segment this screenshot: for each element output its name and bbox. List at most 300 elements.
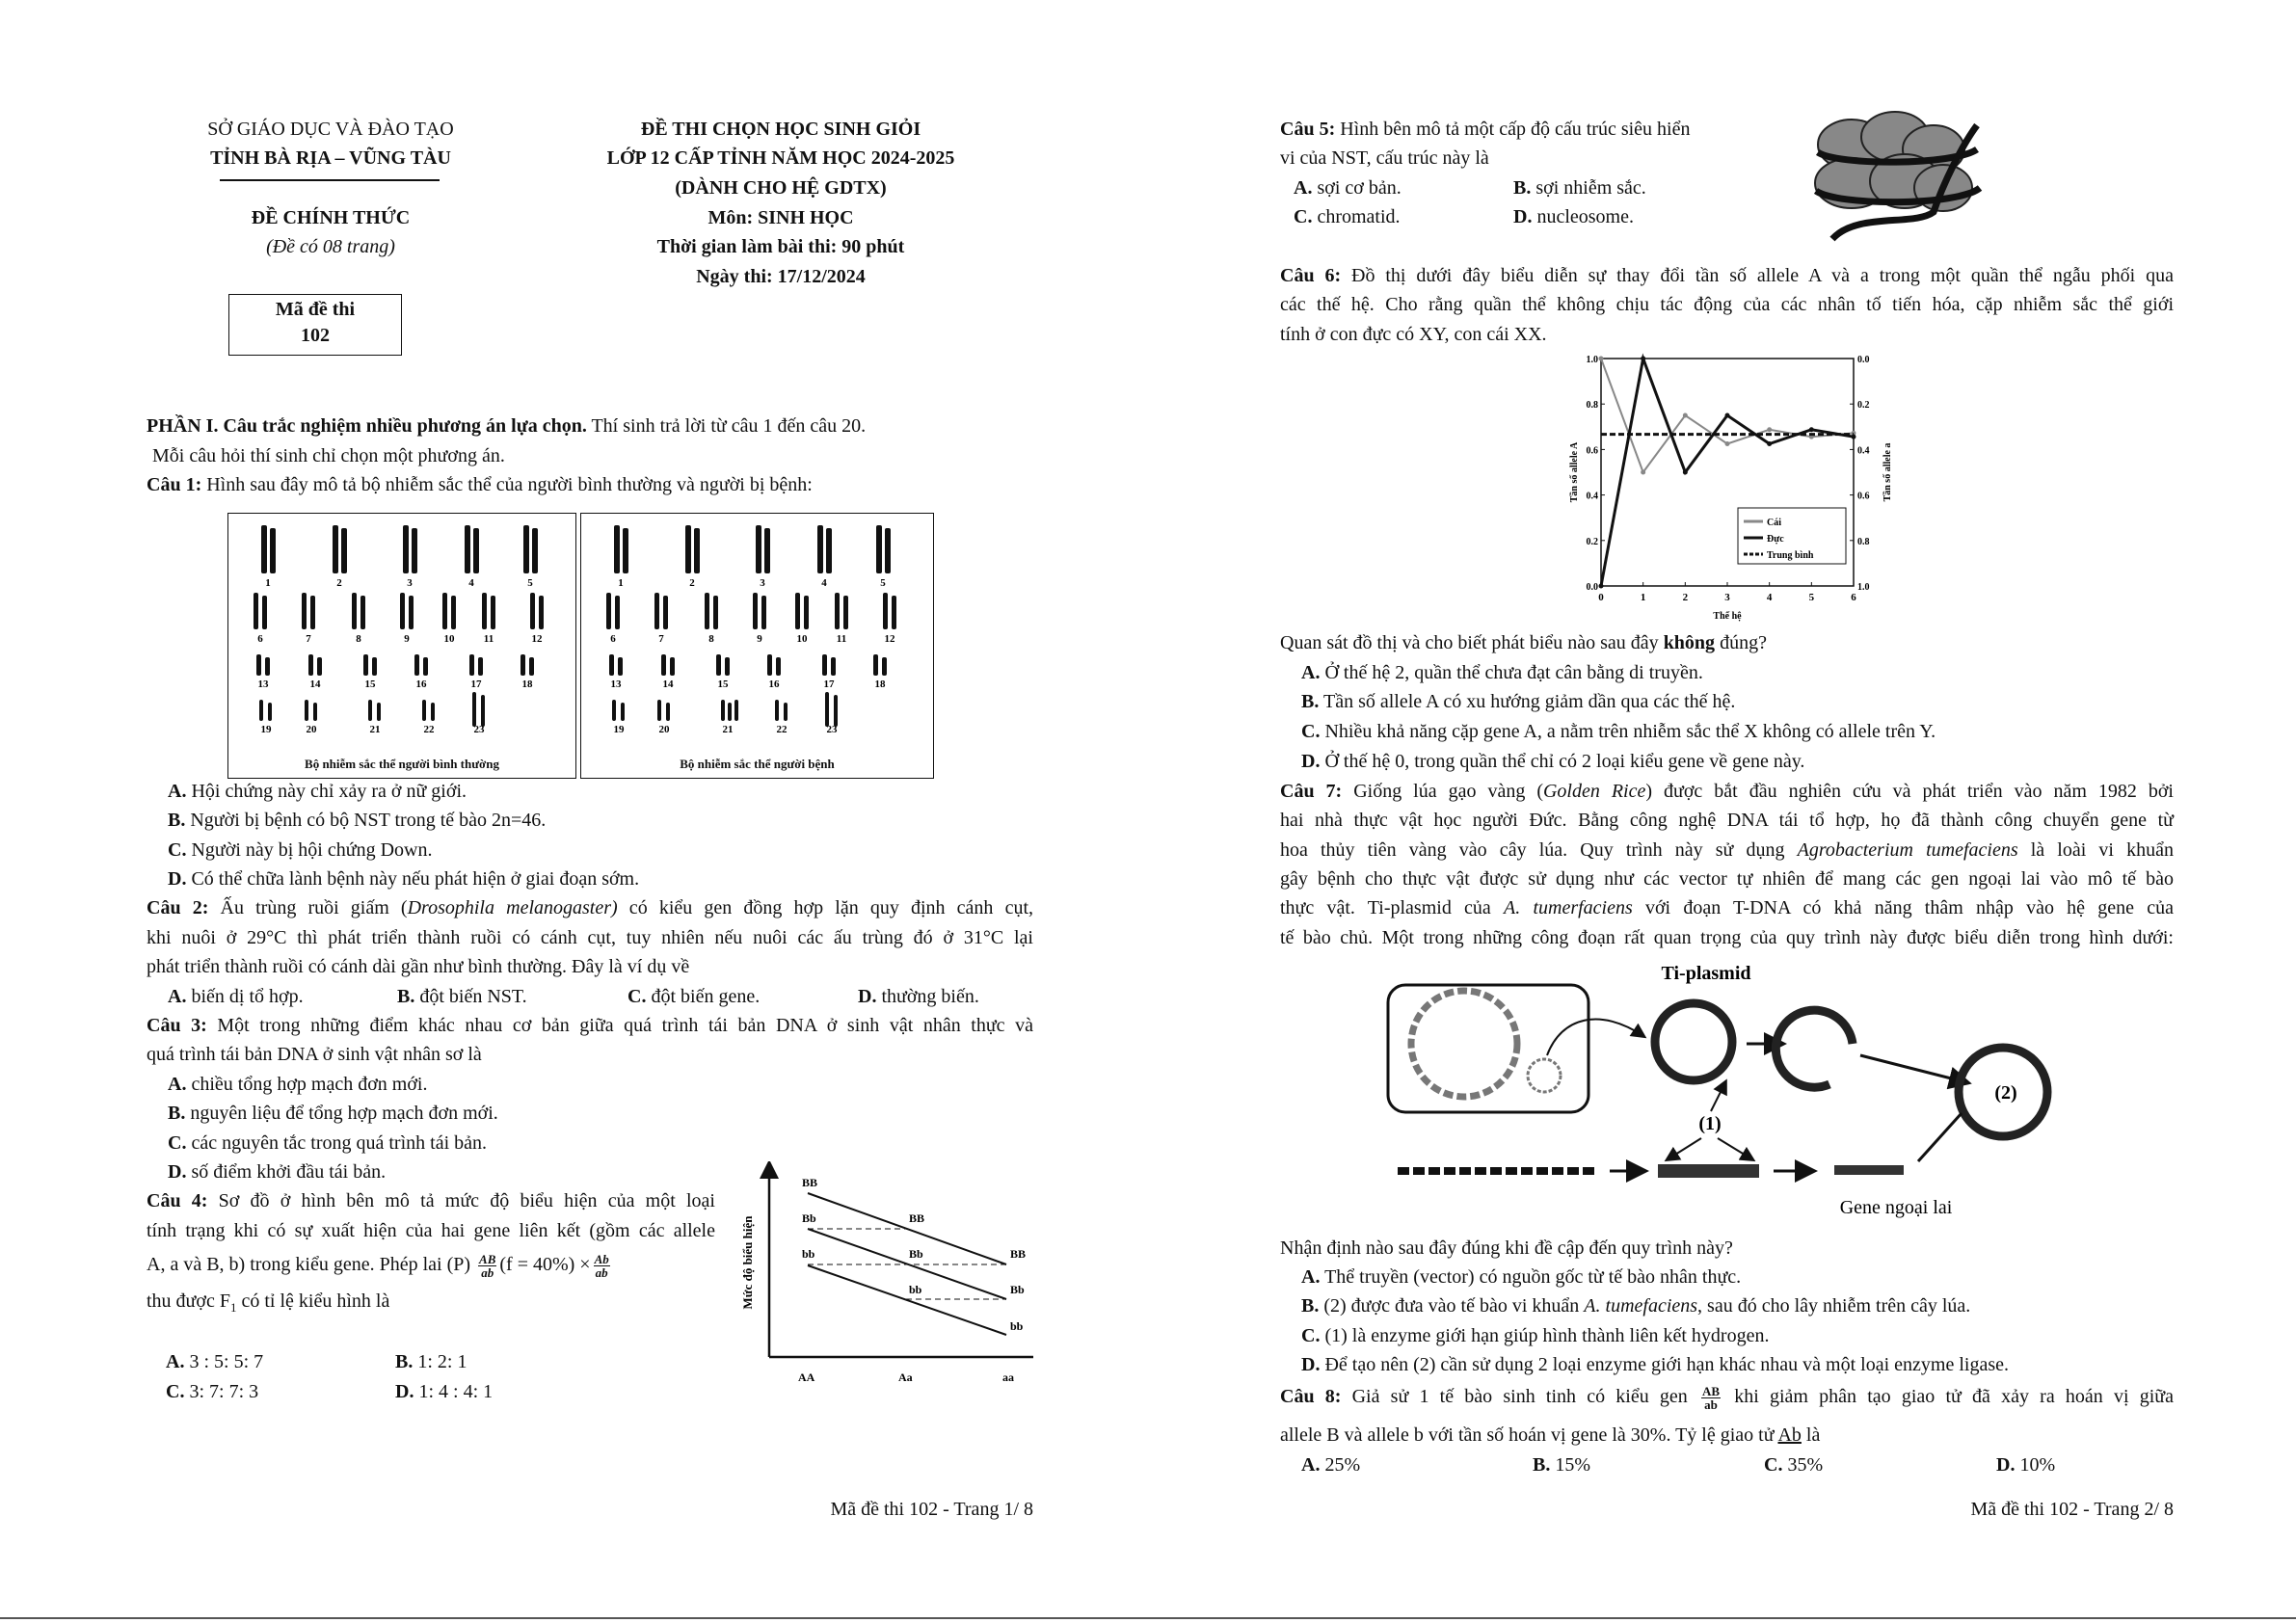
x-axis-label: Thế hệ <box>1713 611 1742 622</box>
chromosome-number: 22 <box>776 724 788 735</box>
x-label-aa: aa <box>1002 1370 1014 1384</box>
dna-fragment <box>1658 1164 1759 1178</box>
option-3a[interactable] <box>147 1073 1033 1096</box>
exam-code-label: Mã đề thi <box>275 299 356 320</box>
option-1b[interactable] <box>147 809 1033 832</box>
chromosome-number: 16 <box>768 678 780 690</box>
chromosome <box>725 657 730 676</box>
option-3b[interactable] <box>147 1102 1033 1125</box>
foreign-gene-fragment <box>1834 1165 1904 1175</box>
species-name: A. tumerfaciens <box>1504 897 1633 918</box>
chromosome <box>705 593 709 629</box>
karyotype-patient <box>580 513 934 779</box>
question-5-label: Câu 5: <box>1280 119 1336 140</box>
chromosome <box>262 596 267 629</box>
chromosome-number: 19 <box>613 724 625 735</box>
data-point <box>1683 470 1688 475</box>
species-name: A. tumefaciens <box>1584 1295 1698 1317</box>
chromosome <box>529 657 534 676</box>
text: với đoạn T-DNA có khả năng thâm nhập vào hệ gene của <box>1632 897 2174 918</box>
option-text: 25% <box>1320 1454 1361 1476</box>
chromosome-number: 16 <box>415 678 427 690</box>
denominator: ab <box>595 1265 608 1280</box>
chromosome-number: 4 <box>821 577 827 589</box>
chromosome <box>834 695 838 727</box>
chromosome-number: 5 <box>527 577 533 589</box>
chromosome <box>615 596 620 629</box>
chromosome <box>491 596 495 629</box>
option-1a[interactable] <box>147 780 1033 803</box>
chromosome-number: 11 <box>836 633 847 645</box>
chromosome <box>804 596 809 629</box>
chromosome <box>422 700 426 721</box>
question-4-stem <box>147 1189 715 1212</box>
option-3c[interactable] <box>147 1131 1033 1155</box>
chromosome-number: 6 <box>257 633 263 645</box>
option-text: 3 : 5: 5: 7 <box>184 1351 264 1372</box>
nucleosome-image <box>1799 106 1991 246</box>
question-7-line-4: gây bệnh cho thực vật được sử dụng như các vector tự nhiên để mang các gen ngoại lai vào mô tế bào <box>1280 868 2174 890</box>
option-6c[interactable] <box>1280 720 2174 743</box>
question-7-line-2: hai nhà thực vật học người Đức. Bằng công nghệ DNA tái tổ hợp, họ đã thành công chuyển gene từ <box>1280 810 2174 831</box>
question-1-label: Câu 1: <box>147 474 202 495</box>
text: (f = 40%) × <box>499 1254 591 1276</box>
option-key: D. <box>858 986 877 1007</box>
label-Bb: Bb <box>802 1211 816 1225</box>
arrow-icon <box>1711 1082 1725 1111</box>
question-7-prompt: Nhận định nào sau đây đúng khi đề cập đến quy trình này? <box>1280 1237 1733 1259</box>
question-8-stem <box>1280 1385 2174 1411</box>
chromosome <box>835 593 840 629</box>
y-tick-label: 0.6 <box>1586 445 1598 457</box>
text: Golden Rice <box>1542 781 1646 802</box>
option-key: B. <box>397 986 415 1007</box>
x-tick-label: 0 <box>1598 592 1604 603</box>
chromosome-number: 3 <box>760 577 765 589</box>
chromosome-number: 9 <box>404 633 410 645</box>
chromosome <box>761 596 766 629</box>
question-2-label: Câu 2: <box>147 897 209 918</box>
option-6d[interactable] <box>1280 750 2174 773</box>
y-right-axis-label: Tần số allele a <box>1882 442 1893 502</box>
chromosome <box>716 654 721 676</box>
option-key: D. <box>168 1161 187 1183</box>
label-BB: BB <box>802 1176 818 1189</box>
section-heading <box>147 414 1033 438</box>
option-text: 3: 7: 7: 3 <box>184 1381 259 1402</box>
y-tick-label: 0.8 <box>1586 400 1598 412</box>
question-4-line-3 <box>147 1253 613 1279</box>
chromosome-number: 10 <box>443 633 455 645</box>
y-tick-label: 1.0 <box>1586 355 1598 365</box>
option-key: A. <box>168 986 187 1007</box>
option-8c[interactable] <box>1764 1453 1823 1477</box>
option-key: D. <box>395 1381 414 1402</box>
chromosome <box>663 596 668 629</box>
chromosome <box>685 525 691 573</box>
text: Ab <box>1777 1424 1802 1446</box>
option-key: A. <box>1294 177 1313 199</box>
option-text: Thể truyền (vector) có nguồn gốc từ tế bào nhân thực. <box>1320 1266 1742 1288</box>
chromosome <box>481 695 485 727</box>
chromosome <box>341 528 347 573</box>
option-2d[interactable] <box>858 985 979 1008</box>
connector-line <box>1918 1113 1962 1161</box>
chromosome <box>310 596 315 629</box>
chromosome-number: 1 <box>618 577 624 589</box>
question-5-line-2: vi của NST, cấu trúc này là <box>1280 147 1489 169</box>
option-key: D. <box>1513 206 1533 227</box>
chromosome <box>431 703 435 721</box>
x-tick-label: 3 <box>1724 592 1730 603</box>
chromosome <box>756 525 761 573</box>
chromosome <box>826 528 832 573</box>
question-6-prompt <box>1280 631 2174 654</box>
option-text: Để tạo nên (2) cần sử dụng 2 loại enzyme giới hạn khác nhau và một loại enzyme ligase. <box>1320 1354 2009 1375</box>
chromosome-number: 7 <box>658 633 664 645</box>
chromosome <box>414 654 419 676</box>
chromosome-number: 13 <box>610 678 622 690</box>
chromosome <box>270 528 276 573</box>
text: hình <box>336 1290 371 1312</box>
exam-subject: Môn: SINH HỌC <box>707 207 854 228</box>
chromosome-number: 2 <box>336 577 342 589</box>
numerator: Ab <box>594 1252 609 1266</box>
legend-label: Đực <box>1767 534 1784 545</box>
chromosome <box>400 593 405 629</box>
chromosome <box>817 525 823 573</box>
option-text: đột biến NST. <box>414 986 527 1007</box>
y-tick-label: 0.4 <box>1586 491 1598 502</box>
question-3-line-2: quá trình tái bản DNA ở sinh vật nhân sơ là <box>147 1044 482 1065</box>
chromosome-number: 19 <box>260 724 272 735</box>
chromosome-number: 23 <box>826 724 838 735</box>
chromosome <box>713 596 718 629</box>
chromosome <box>313 703 317 721</box>
species-name: Agrobacterium tumefaciens <box>1797 839 2018 861</box>
pages-note: (Đề có 08 trang) <box>266 236 395 257</box>
option-4c[interactable] <box>166 1380 258 1403</box>
question-6-stem <box>1280 264 2174 287</box>
chromosome <box>352 593 357 629</box>
text: đúng? <box>1715 632 1767 653</box>
text: Sơ đồ ở hình bên mô tả mức độ biểu hiện của một loại <box>207 1190 715 1211</box>
chromosome <box>694 528 700 573</box>
option-8d[interactable] <box>1996 1453 2055 1477</box>
question-7-label: Câu 7: <box>1280 781 1343 802</box>
exam-date: Ngày thi: 17/12/2024 <box>696 266 866 287</box>
option-key: A. <box>168 1074 187 1095</box>
chromosome <box>623 528 628 573</box>
text: Giả sử 1 tế bào sinh tinh có kiểu gen <box>1341 1386 1698 1408</box>
option-key: B. <box>1301 1295 1320 1317</box>
chromosome-number: 20 <box>306 724 317 735</box>
question-7-stem <box>1280 780 2174 803</box>
chromosome <box>478 657 483 676</box>
x-tick-label: 5 <box>1808 592 1815 603</box>
chromosome-number: 9 <box>757 633 762 645</box>
text: Ấu trùng ruồi giấm ( <box>208 897 408 918</box>
option-7d[interactable] <box>1280 1353 2174 1376</box>
question-4-label: Câu 4: <box>147 1190 208 1211</box>
chromosome <box>259 700 263 721</box>
chromosome <box>764 528 770 573</box>
text: Quan sát đồ thị và cho biết phát biểu nào sau đây <box>1280 632 1664 653</box>
label-BB: BB <box>909 1211 925 1225</box>
chromosome <box>776 657 781 676</box>
question-6-line-2: các thế hệ. Cho rằng quần thể không chịu tác động của các nhân tố tiến hóa, cặp nhiễm sắc thể giới <box>1280 294 2174 315</box>
question-3-label: Câu 3: <box>147 1015 207 1036</box>
question-5-stem <box>1280 118 1690 141</box>
chromosome-number: 10 <box>796 633 808 645</box>
chromosome-number: 4 <box>468 577 474 589</box>
chromosome-number: 1 <box>265 577 271 589</box>
ti-plasmid-diagram <box>1378 959 2092 1224</box>
fraction-Ab-ab <box>594 1253 610 1279</box>
question-1-text: Hình sau đây mô tả bộ nhiễm sắc thể của người bình thường và người bị bệnh: <box>201 474 813 495</box>
chromosome <box>261 525 267 573</box>
data-point <box>1641 470 1645 475</box>
chromosome-number: 3 <box>407 577 413 589</box>
data-point <box>1641 357 1645 361</box>
chromosome-number: 14 <box>309 678 321 690</box>
option-text: 35% <box>1782 1454 1824 1476</box>
arrow-icon <box>1547 1020 1643 1055</box>
label-bb: bb <box>1010 1319 1024 1333</box>
chromosome-number: 2 <box>689 577 695 589</box>
fraction-AB-ab <box>478 1253 496 1279</box>
option-6b[interactable] <box>1280 690 2174 713</box>
option-key: A. <box>168 781 187 802</box>
y-axis-label: Tần số allele A <box>1569 441 1580 503</box>
question-7-line-5 <box>1280 896 2174 919</box>
chromosome <box>317 657 322 676</box>
chromosome <box>728 703 732 721</box>
species-name: Drosophila melanogaster) <box>407 897 618 918</box>
option-text: , sau đó cho lây nhiễm trên cây lúa. <box>1697 1295 1971 1317</box>
label-BB: BB <box>1010 1247 1027 1261</box>
option-key: A. <box>1301 662 1321 683</box>
chromosome <box>465 525 470 573</box>
text: Hình bên mô tả một cấp độ cấu trúc siêu hiển <box>1335 119 1691 140</box>
data-point <box>1725 441 1730 446</box>
chromosome <box>363 654 368 676</box>
chromosome-number: 20 <box>658 724 670 735</box>
chromosome <box>333 525 338 573</box>
chromosome-number: 15 <box>717 678 729 690</box>
option-2b[interactable] <box>397 985 527 1008</box>
arrow-icon <box>1860 1055 1966 1082</box>
question-6-line-3: tính ở con đực có XY, con cái XX. <box>1280 324 1547 345</box>
option-key: A. <box>1301 1266 1321 1288</box>
chromosome <box>256 654 261 676</box>
chromosome <box>302 593 307 629</box>
denominator: ab <box>481 1265 494 1280</box>
chromosome <box>873 654 878 676</box>
option-1d[interactable] <box>147 867 1033 891</box>
chromosome <box>721 700 725 721</box>
text: Đồ thị dưới đây biểu diễn sự thay đổi tần số allele A và a trong một quần thể ngẫu phối qua <box>1341 265 2174 286</box>
chromosome-number: 14 <box>662 678 674 690</box>
chromosome <box>767 654 772 676</box>
chromosome <box>876 525 882 573</box>
subscript: 1 <box>229 1300 237 1315</box>
option-text: Hội chứng này chỉ xảy ra ở nữ giới. <box>186 781 467 802</box>
option-7c[interactable] <box>1280 1324 2174 1347</box>
question-1-stem <box>147 473 1033 496</box>
small-plasmid <box>1528 1059 1561 1092</box>
data-point <box>1599 357 1604 361</box>
ti-plasmid-circle <box>1655 1003 1732 1080</box>
text: thực vật. Ti-plasmid của <box>1280 897 1505 918</box>
option-4d[interactable] <box>395 1380 493 1403</box>
chromosome-number: 6 <box>610 633 616 645</box>
option-text: Ở thế hệ 2, quần thể chưa đạt cân bằng di truyền. <box>1320 662 1703 683</box>
data-point <box>1767 427 1772 432</box>
option-5c[interactable] <box>1294 205 1401 228</box>
karyotype-figure <box>228 514 575 755</box>
exam-level: LỚP 12 CẤP TỈNH NĂM HỌC 2024-2025 <box>606 147 955 169</box>
option-key: B. <box>168 1103 186 1124</box>
page-2-footer: Mã đề thi 102 - Trang 2/ 8 <box>1970 1499 2174 1520</box>
option-text: Người bị bệnh có bộ NST trong tế bào 2n=46. <box>185 810 547 831</box>
option-key: C. <box>166 1381 185 1402</box>
y-tick-label: 0.2 <box>1586 536 1598 547</box>
option-4a[interactable] <box>166 1350 263 1373</box>
section-instructions: Thí sinh trả lời từ câu 1 đến câu 20. <box>586 415 867 437</box>
expression-diagram <box>733 1161 1041 1393</box>
option-key: C. <box>1294 206 1313 227</box>
step-1-label: (1) <box>1698 1113 1722 1134</box>
option-text: chromatid. <box>1312 206 1401 227</box>
option-5a[interactable] <box>1294 176 1402 200</box>
chromosome <box>822 654 827 676</box>
chromosome <box>423 657 428 676</box>
option-key: A. <box>166 1351 185 1372</box>
text: khi giảm phân tạo giao tử đã xảy ra hoán vị giữa <box>1723 1386 2174 1408</box>
chromosome <box>403 525 409 573</box>
chromosome <box>372 657 377 676</box>
option-key: B. <box>1301 691 1320 712</box>
option-text: đột biến gene. <box>646 986 761 1007</box>
question-8-line-2 <box>1280 1423 2174 1447</box>
chromosome <box>885 528 891 573</box>
chromosome <box>530 593 535 629</box>
option-key: B. <box>168 810 186 831</box>
option-key: D. <box>1301 751 1321 772</box>
chromosome <box>254 593 258 629</box>
x-tick-label: 1 <box>1640 592 1646 603</box>
option-text: 1: 2: 1 <box>413 1351 467 1372</box>
option-8a[interactable] <box>1301 1453 1360 1477</box>
chromosome <box>469 654 474 676</box>
data-point <box>1599 584 1604 589</box>
option-key: D. <box>1996 1454 2016 1476</box>
chromosome <box>666 703 670 721</box>
option-6a[interactable] <box>1280 661 2174 684</box>
chromosome-number: 11 <box>483 633 494 645</box>
option-text: Nhiều khả năng cặp gene A, a nằm trên nhiễm sắc thể X không có allele trên Y. <box>1320 721 1936 742</box>
chromosome <box>606 593 611 629</box>
chromosome <box>882 657 887 676</box>
exam-code: 102 <box>301 325 330 346</box>
chromosome <box>657 700 661 721</box>
question-7-line-3 <box>1280 838 2174 862</box>
option-text: (1) là enzyme giới hạn giúp hình thành liên kết hydrogen. <box>1320 1325 1770 1346</box>
chromosome <box>360 596 365 629</box>
option-4b[interactable] <box>395 1350 467 1373</box>
option-1c[interactable] <box>147 838 1033 862</box>
chromosome-number: 12 <box>884 633 895 645</box>
legend-label: Cái <box>1767 518 1781 528</box>
option-key: C. <box>168 1132 187 1154</box>
numerator: AB <box>479 1252 496 1266</box>
chromosome <box>523 525 529 573</box>
option-text: Tần số allele A có xu hướng giảm dần qua các thế hệ. <box>1319 691 1736 712</box>
option-7a[interactable] <box>1280 1265 2174 1289</box>
option-2c[interactable] <box>627 985 760 1008</box>
chromosome <box>843 596 848 629</box>
data-point <box>1767 441 1772 446</box>
label-bb: bb <box>802 1247 815 1261</box>
chromosome-number: 12 <box>531 633 543 645</box>
arrow-icon <box>1718 1138 1752 1159</box>
chromosome <box>473 528 479 573</box>
chromosome <box>795 593 800 629</box>
chromosome <box>532 528 538 573</box>
option-7b[interactable] <box>1280 1294 2174 1317</box>
chromosome <box>482 593 487 629</box>
option-text: nucleosome. <box>1532 206 1634 227</box>
chromosome <box>618 657 623 676</box>
y-right-tick-label: 1.0 <box>1857 582 1870 593</box>
chromosome <box>612 700 616 721</box>
chromosome <box>614 525 620 573</box>
option-key: B. <box>1533 1454 1551 1476</box>
header-divider <box>220 179 440 181</box>
chromosome <box>442 593 447 629</box>
option-key: C. <box>627 986 647 1007</box>
chromosome <box>883 593 888 629</box>
province-name: TỈNH BÀ RỊA – VŨNG TÀU <box>210 147 451 169</box>
option-text: các nguyên tắc trong quá trình tái bản. <box>186 1132 488 1154</box>
option-2a[interactable] <box>168 985 304 1008</box>
chromosome-number: 23 <box>473 724 485 735</box>
y-axis-label: Mức độ biểu hiện <box>740 1215 755 1310</box>
chromosome <box>621 703 625 721</box>
text: Giống lúa gạo vàng ( <box>1342 781 1543 802</box>
option-key: C. <box>168 839 187 861</box>
text: hoa thủy tiên vàng vào cây lúa. Quy trình này sử dụng <box>1280 839 1798 861</box>
question-7-line-6: tế bào chủ. Một trong những công đoạn rất quan trọng của quy trình này được biểu diễn trong hình dưới: <box>1280 927 2174 948</box>
x-tick-label: 6 <box>1851 592 1856 603</box>
chromosome-number: 7 <box>306 633 311 645</box>
chromosome <box>784 703 788 721</box>
ti-plasmid-label: Ti-plasmid <box>1661 963 1751 984</box>
chromosome-number: 13 <box>257 678 269 690</box>
chromosome <box>268 703 272 721</box>
data-point <box>1725 413 1730 418</box>
karyotype-patient-caption: Bộ nhiễm sắc thể người bệnh <box>680 757 835 771</box>
step-2-label: (2) <box>1994 1082 2017 1104</box>
option-5d[interactable] <box>1513 205 1634 228</box>
option-5b[interactable] <box>1513 176 1646 200</box>
chromosome <box>409 596 414 629</box>
question-2-line-3: phát triển thành ruồi có cánh dài gần như bình thường. Đây là ví dụ về <box>147 956 690 977</box>
x-label-AA: AA <box>798 1370 815 1384</box>
option-key: C. <box>1764 1454 1783 1476</box>
option-8b[interactable] <box>1533 1453 1590 1477</box>
